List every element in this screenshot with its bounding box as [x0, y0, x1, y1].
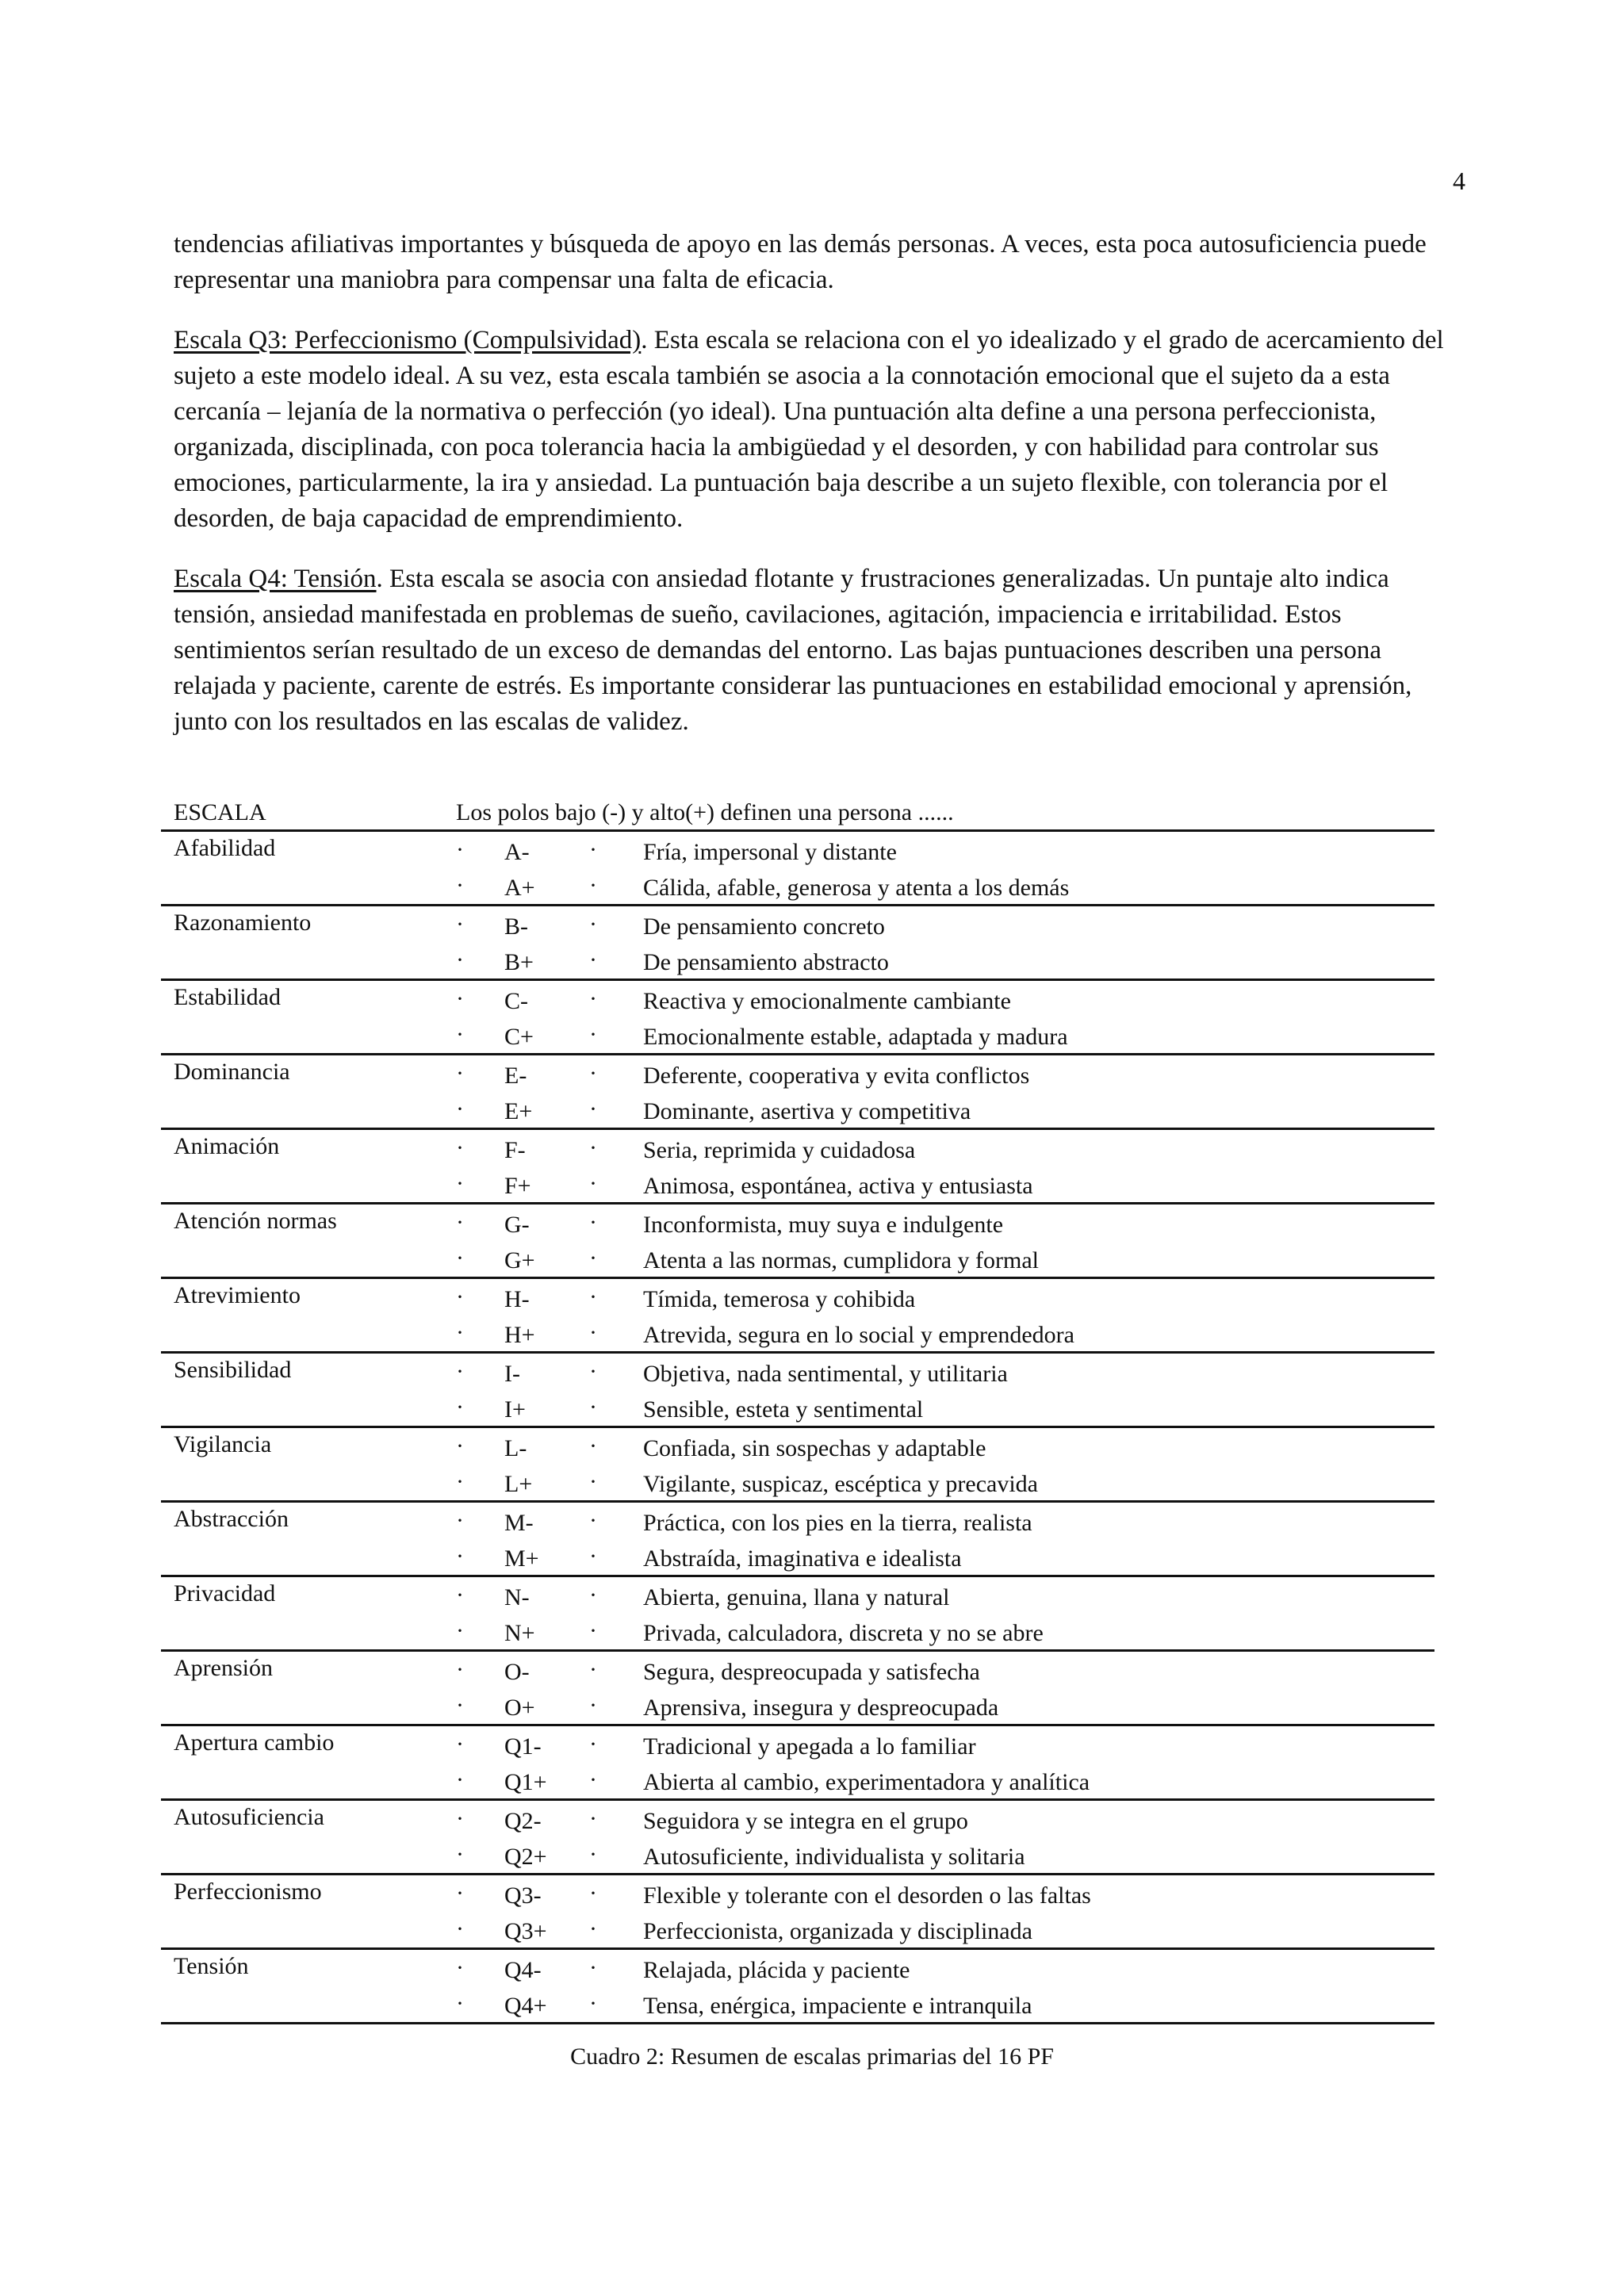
bullet-icon: ·	[456, 911, 464, 937]
bullet-icon: ·	[456, 1955, 464, 1981]
pole-description: De pensamiento abstracto	[643, 949, 889, 975]
pole-row-high	[161, 1245, 1434, 1281]
pole-code: H+	[504, 1322, 535, 1348]
paragraph-q3	[174, 323, 1458, 537]
bullet-icon: ·	[589, 1767, 597, 1793]
bullet-icon: ·	[456, 1096, 464, 1122]
pole-code: C-	[504, 988, 528, 1014]
table-header	[161, 798, 1434, 832]
pole-code: O+	[504, 1695, 535, 1721]
bullet-icon: ·	[589, 1990, 597, 2016]
table-row	[161, 1055, 1434, 1130]
pole-description: Autosuficiente, individualista y solitaria	[643, 1844, 1025, 1870]
table-row	[161, 1204, 1434, 1279]
scale-name: Perfeccionismo	[174, 1878, 322, 1905]
pole-row-high	[161, 1394, 1434, 1430]
pole-description: Cálida, afable, generosa y atenta a los demás	[643, 875, 1070, 901]
pole-code: Q1+	[504, 1769, 547, 1795]
pole-code: F-	[504, 1137, 526, 1163]
pole-code: Q3-	[504, 1882, 542, 1909]
pole-description: Relajada, plácida y paciente	[643, 1957, 910, 1983]
pole-description: De pensamiento concreto	[643, 913, 885, 940]
scale-name: Privacidad	[174, 1580, 276, 1607]
bullet-icon: ·	[589, 1245, 597, 1271]
pole-row-high	[161, 1767, 1434, 1802]
bullet-icon: ·	[456, 947, 464, 973]
scale-name: Atrevimiento	[174, 1282, 301, 1308]
bullet-icon: ·	[456, 1841, 464, 1867]
bullet-icon: ·	[456, 1990, 464, 2016]
bullet-icon: ·	[456, 1433, 464, 1459]
bullet-icon: ·	[456, 1284, 464, 1310]
pole-description: Atrevida, segura en lo social y emprendedora	[643, 1322, 1074, 1348]
pole-row-high	[161, 1841, 1434, 1877]
pole-description: Abierta, genuina, llana y natural	[643, 1584, 950, 1610]
pole-row-high	[161, 1319, 1434, 1355]
bullet-icon: ·	[456, 1507, 464, 1534]
bullet-icon: ·	[456, 837, 464, 863]
pole-description: Perfeccionista, organizada y disciplinada	[643, 1918, 1032, 1944]
pole-description: Fría, impersonal y distante	[643, 839, 897, 865]
scales-table	[161, 798, 1434, 2024]
pole-code: C+	[504, 1024, 534, 1050]
bullet-icon: ·	[456, 1618, 464, 1644]
bullet-icon: ·	[456, 1245, 464, 1271]
pole-code: M-	[504, 1510, 534, 1536]
paragraph-q4-text: . Esta escala se asocia con ansiedad flotante y frustraciones generalizadas. Un puntaje alto indica tensión, ansiedad manifestada en problemas de sueño, cavilaciones, agitación, impaciencia e irritabilidad. Estos sentimientos serían resultado de un exceso de demandas del entorno. Las bajas puntuaciones describen una persona relajada y paciente, carente de estrés. Es importante considerar las puntuaciones en estabilidad emocional y aprensión, junto con los resultados en las escalas de validez.	[174, 565, 1412, 736]
table-row	[161, 1428, 1434, 1503]
bullet-icon: ·	[589, 1284, 597, 1310]
table-row	[161, 1875, 1434, 1950]
bullet-icon: ·	[456, 986, 464, 1012]
bullet-icon: ·	[589, 1096, 597, 1122]
pole-description: Seguidora y se integra en el grupo	[643, 1808, 968, 1834]
table-row	[161, 832, 1434, 906]
bullet-icon: ·	[456, 1656, 464, 1683]
pole-code: Q2-	[504, 1808, 542, 1834]
table-header-scale: ESCALA	[174, 799, 266, 825]
scale-name: Autosuficiencia	[174, 1804, 324, 1830]
pole-description: Dominante, asertiva y competitiva	[643, 1098, 971, 1124]
pole-code: E+	[504, 1098, 533, 1124]
bullet-icon: ·	[589, 1021, 597, 1047]
pole-description: Práctica, con los pies en la tierra, realista	[643, 1510, 1032, 1536]
bullet-icon: ·	[589, 1618, 597, 1644]
paragraph-q3-heading: Escala Q3: Perfeccionismo (Compulsividad)	[174, 326, 642, 354]
pole-description: Emocionalmente estable, adaptada y madura	[643, 1024, 1068, 1050]
pole-row-high	[161, 1916, 1434, 1951]
bullet-icon: ·	[589, 1209, 597, 1235]
pole-row-low	[161, 1135, 1434, 1170]
bullet-icon: ·	[589, 1433, 597, 1459]
scale-name: Afabilidad	[174, 835, 276, 861]
pole-row-low	[161, 1955, 1434, 1990]
table-row	[161, 1801, 1434, 1875]
bullet-icon: ·	[456, 1319, 464, 1346]
bullet-icon: ·	[589, 1731, 597, 1757]
pole-row-low	[161, 1060, 1434, 1096]
bullet-icon: ·	[456, 1358, 464, 1384]
body-text	[174, 227, 1458, 764]
pole-code: O-	[504, 1659, 530, 1685]
bullet-icon: ·	[589, 1358, 597, 1384]
bullet-icon: ·	[589, 1841, 597, 1867]
pole-row-low	[161, 1433, 1434, 1469]
table-row	[161, 906, 1434, 981]
pole-code: I-	[504, 1361, 520, 1387]
pole-code: G+	[504, 1247, 535, 1273]
pole-row-low	[161, 1507, 1434, 1543]
pole-description: Abstraída, imaginativa e idealista	[643, 1545, 962, 1572]
pole-row-high	[161, 1692, 1434, 1728]
pole-code: A+	[504, 875, 535, 901]
table-row	[161, 1130, 1434, 1204]
pole-row-low	[161, 1731, 1434, 1767]
bullet-icon: ·	[456, 1469, 464, 1495]
pole-row-low	[161, 911, 1434, 947]
pole-code: N-	[504, 1584, 530, 1610]
pole-description: Abierta al cambio, experimentadora y analítica	[643, 1769, 1090, 1795]
pole-description: Aprensiva, insegura y despreocupada	[643, 1695, 999, 1721]
pole-row-high	[161, 947, 1434, 982]
pole-description: Inconformista, muy suya e indulgente	[643, 1212, 1004, 1238]
pole-description: Flexible y tolerante con el desorden o las faltas	[643, 1882, 1091, 1909]
bullet-icon: ·	[456, 1543, 464, 1569]
bullet-icon: ·	[589, 1916, 597, 1942]
bullet-icon: ·	[589, 837, 597, 863]
bullet-icon: ·	[589, 911, 597, 937]
pole-code: A-	[504, 839, 530, 865]
pole-row-high	[161, 1021, 1434, 1057]
bullet-icon: ·	[589, 947, 597, 973]
pole-code: F+	[504, 1173, 531, 1199]
scale-name: Dominancia	[174, 1059, 290, 1085]
pole-row-high	[161, 872, 1434, 908]
bullet-icon: ·	[456, 1880, 464, 1906]
bullet-icon: ·	[456, 1021, 464, 1047]
paragraph-1	[174, 227, 1458, 298]
pole-row-high	[161, 1170, 1434, 1206]
bullet-icon: ·	[589, 1543, 597, 1569]
pole-description: Tradicional y apegada a lo familiar	[643, 1733, 976, 1760]
pole-code: N+	[504, 1620, 535, 1646]
pole-description: Confiada, sin sospechas y adaptable	[643, 1435, 986, 1461]
bullet-icon: ·	[589, 872, 597, 898]
bullet-icon: ·	[589, 1319, 597, 1346]
pole-code: Q3+	[504, 1918, 547, 1944]
pole-row-low	[161, 1209, 1434, 1245]
pole-row-low	[161, 837, 1434, 872]
bullet-icon: ·	[589, 1656, 597, 1683]
table-header-poles: Los polos bajo (-) y alto(+) definen una persona ......	[456, 799, 954, 825]
paragraph-q3-text: . Esta escala se relaciona con el yo idealizado y el grado de acercamiento del sujeto a este modelo ideal. A su vez, esta escala también se asocia a la connotación emocional que el sujeto da a esta cercanía – lejanía de la normativa o perfección (yo ideal). Una puntuación alta define a una persona perfeccionista, organizada, disciplinada, con poca tolerancia hacia la ambigüedad y el desorden, y con habilidad para controlar sus emociones, particularmente, la ira y ansiedad. La puntuación baja describe a un sujeto flexible, con tolerancia por el desorden, de baja capacidad de emprendimiento.	[174, 326, 1444, 533]
bullet-icon: ·	[589, 1692, 597, 1718]
pole-description: Atenta a las normas, cumplidora y formal	[643, 1247, 1040, 1273]
scale-name: Aprensión	[174, 1655, 273, 1681]
pole-description: Sensible, esteta y sentimental	[643, 1396, 924, 1423]
pole-description: Deferente, cooperativa y evita conflictos	[643, 1063, 1030, 1089]
pole-code: M+	[504, 1545, 539, 1572]
bullet-icon: ·	[589, 1135, 597, 1161]
pole-code: G-	[504, 1212, 530, 1238]
table-caption: Cuadro 2: Resumen de escalas primarias del 16 PF	[570, 2043, 1054, 2070]
page-number: 4	[1453, 167, 1465, 195]
table-row	[161, 1577, 1434, 1652]
table-row	[161, 1354, 1434, 1428]
pole-row-high	[161, 1096, 1434, 1132]
pole-code: L+	[504, 1471, 533, 1497]
pole-code: Q4-	[504, 1957, 542, 1983]
bullet-icon: ·	[456, 872, 464, 898]
bullet-icon: ·	[456, 1767, 464, 1793]
scale-name: Vigilancia	[174, 1431, 272, 1457]
bullet-icon: ·	[456, 1135, 464, 1161]
pole-code: I+	[504, 1396, 526, 1423]
bullet-icon: ·	[456, 1806, 464, 1832]
pole-row-low	[161, 1582, 1434, 1618]
pole-description: Tensa, enérgica, impaciente e intranquila	[643, 1993, 1032, 2019]
table-row	[161, 981, 1434, 1055]
pole-code: Q4+	[504, 1993, 547, 2019]
bullet-icon: ·	[456, 1060, 464, 1086]
pole-row-high	[161, 1990, 1434, 2026]
pole-row-low	[161, 1284, 1434, 1319]
table-row	[161, 1950, 1434, 2024]
pole-description: Reactiva y emocionalmente cambiante	[643, 988, 1011, 1014]
bullet-icon: ·	[456, 1692, 464, 1718]
scale-name: Atención normas	[174, 1208, 337, 1234]
pole-row-high	[161, 1469, 1434, 1504]
scale-name: Sensibilidad	[174, 1357, 292, 1383]
pole-code: E-	[504, 1063, 527, 1089]
table-row	[161, 1726, 1434, 1801]
pole-row-high	[161, 1618, 1434, 1653]
bullet-icon: ·	[589, 1170, 597, 1197]
pole-row-low	[161, 1358, 1434, 1394]
pole-code: H-	[504, 1286, 530, 1312]
scale-name: Apertura cambio	[174, 1729, 335, 1756]
pole-row-low	[161, 1656, 1434, 1692]
bullet-icon: ·	[589, 1060, 597, 1086]
bullet-icon: ·	[589, 986, 597, 1012]
scale-name: Abstracción	[174, 1506, 289, 1532]
pole-description: Vigilante, suspicaz, escéptica y precavida	[643, 1471, 1038, 1497]
bullet-icon: ·	[456, 1916, 464, 1942]
scale-name: Razonamiento	[174, 910, 312, 936]
pole-code: Q2+	[504, 1844, 547, 1870]
table-row	[161, 1652, 1434, 1726]
pole-description: Seria, reprimida y cuidadosa	[643, 1137, 916, 1163]
scale-name: Animación	[174, 1133, 280, 1159]
pole-row-low	[161, 1880, 1434, 1916]
bullet-icon: ·	[456, 1582, 464, 1608]
bullet-icon: ·	[589, 1507, 597, 1534]
table-row	[161, 1503, 1434, 1577]
paragraph-q4-heading: Escala Q4: Tensión	[174, 565, 377, 593]
paragraph-q4	[174, 561, 1458, 740]
pole-row-low	[161, 986, 1434, 1021]
pole-code: L-	[504, 1435, 527, 1461]
pole-code: Q1-	[504, 1733, 542, 1760]
bullet-icon: ·	[589, 1394, 597, 1420]
pole-description: Privada, calculadora, discreta y no se abre	[643, 1620, 1044, 1646]
bullet-icon: ·	[589, 1806, 597, 1832]
paragraph-1-text: tendencias afiliativas importantes y búsqueda de apoyo en las demás personas. A veces, esta poca autosuficiencia puede representar una maniobra para compensar una falta de eficacia.	[174, 230, 1427, 294]
table-row	[161, 1279, 1434, 1354]
pole-code: B+	[504, 949, 534, 975]
pole-description: Tímida, temerosa y cohibida	[643, 1286, 916, 1312]
pole-row-low	[161, 1806, 1434, 1841]
bullet-icon: ·	[456, 1170, 464, 1197]
bullet-icon: ·	[456, 1731, 464, 1757]
bullet-icon: ·	[456, 1209, 464, 1235]
bullet-icon: ·	[456, 1394, 464, 1420]
pole-code: B-	[504, 913, 528, 940]
scale-name: Tensión	[174, 1953, 249, 1979]
bullet-icon: ·	[589, 1582, 597, 1608]
bullet-icon: ·	[589, 1955, 597, 1981]
bullet-icon: ·	[589, 1469, 597, 1495]
scale-name: Estabilidad	[174, 984, 281, 1010]
pole-description: Animosa, espontánea, activa y entusiasta	[643, 1173, 1033, 1199]
bullet-icon: ·	[589, 1880, 597, 1906]
pole-description: Objetiva, nada sentimental, y utilitaria	[643, 1361, 1008, 1387]
pole-description: Segura, despreocupada y satisfecha	[643, 1659, 980, 1685]
pole-row-high	[161, 1543, 1434, 1579]
